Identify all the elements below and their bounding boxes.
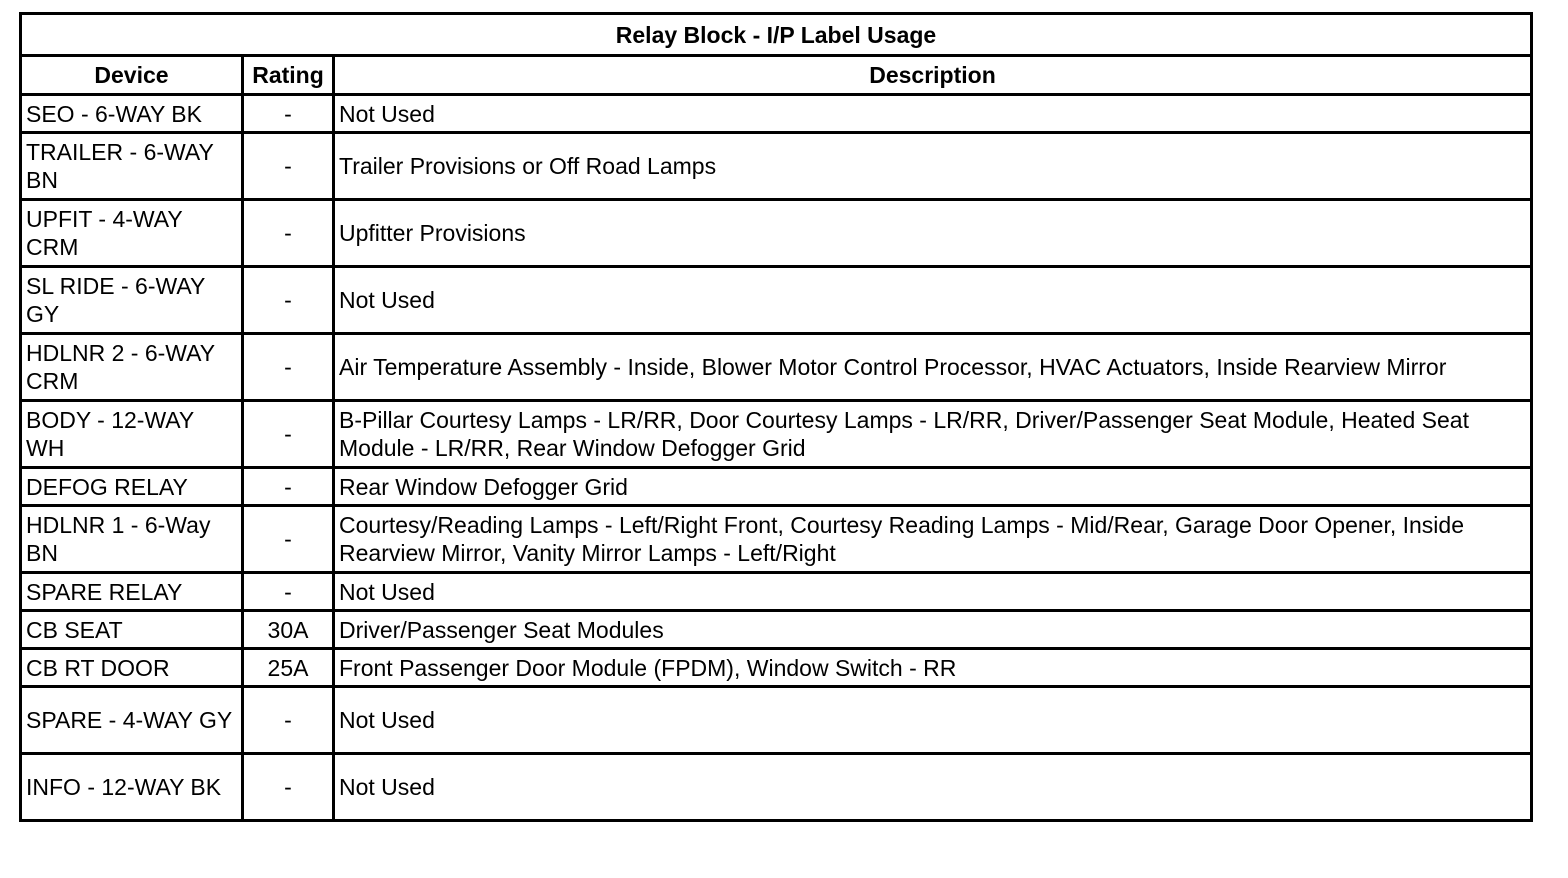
rating-cell: -: [243, 506, 334, 573]
relay-block-table: [19, 12, 1533, 822]
table-row: [21, 334, 1532, 401]
rating-cell: -: [243, 267, 334, 334]
table-row: [21, 687, 1532, 754]
device-cell: INFO - 12-WAY BK: [21, 754, 243, 821]
description-cell: Rear Window Defogger Grid: [334, 468, 1532, 506]
table-row: [21, 133, 1532, 200]
table-row: [21, 95, 1532, 133]
table-row: [21, 267, 1532, 334]
device-cell: HDLNR 2 - 6-WAY CRM: [21, 334, 243, 401]
rating-cell: -: [243, 401, 334, 468]
table-row: [21, 754, 1532, 821]
device-cell: CB RT DOOR: [21, 649, 243, 687]
description-cell: Not Used: [334, 95, 1532, 133]
table-row: [21, 649, 1532, 687]
description-cell: Not Used: [334, 573, 1532, 611]
rating-cell: -: [243, 95, 334, 133]
device-cell: SPARE - 4-WAY GY: [21, 687, 243, 754]
table-row: [21, 200, 1532, 267]
device-cell: HDLNR 1 - 6-Way BN: [21, 506, 243, 573]
rating-cell: 30A: [243, 611, 334, 649]
rating-cell: 25A: [243, 649, 334, 687]
description-cell: Driver/Passenger Seat Modules: [334, 611, 1532, 649]
device-cell: TRAILER - 6-WAY BN: [21, 133, 243, 200]
rating-cell: -: [243, 200, 334, 267]
rating-cell: -: [243, 334, 334, 401]
description-cell: Trailer Provisions or Off Road Lamps: [334, 133, 1532, 200]
device-cell: SPARE RELAY: [21, 573, 243, 611]
description-cell: Air Temperature Assembly - Inside, Blower Motor Control Processor, HVAC Actuators, Inside Rearview Mirror: [334, 334, 1532, 401]
table-row: [21, 573, 1532, 611]
table-row: [21, 401, 1532, 468]
column-header-rating: Rating: [243, 56, 334, 95]
column-header-device: Device: [21, 56, 243, 95]
table-header-row: [21, 56, 1532, 95]
table-row: [21, 611, 1532, 649]
description-cell: Courtesy/Reading Lamps - Left/Right Front, Courtesy Reading Lamps - Mid/Rear, Garage Door Opener, Inside Rearview Mirror, Vanity Mirror Lamps - Left/Right: [334, 506, 1532, 573]
device-cell: SL RIDE - 6-WAY GY: [21, 267, 243, 334]
device-cell: SEO - 6-WAY BK: [21, 95, 243, 133]
device-cell: DEFOG RELAY: [21, 468, 243, 506]
description-cell: Not Used: [334, 754, 1532, 821]
description-cell: Not Used: [334, 687, 1532, 754]
description-cell: Upfitter Provisions: [334, 200, 1532, 267]
description-cell: B-Pillar Courtesy Lamps - LR/RR, Door Courtesy Lamps - LR/RR, Driver/Passenger Seat Module, Heated Seat Module - LR/RR, Rear Window Defogger Grid: [334, 401, 1532, 468]
rating-cell: -: [243, 468, 334, 506]
device-cell: CB SEAT: [21, 611, 243, 649]
device-cell: UPFIT - 4-WAY CRM: [21, 200, 243, 267]
rating-cell: -: [243, 687, 334, 754]
rating-cell: -: [243, 754, 334, 821]
table-row: [21, 506, 1532, 573]
column-header-description: Description: [334, 56, 1532, 95]
table-title-row: [21, 14, 1532, 56]
rating-cell: -: [243, 573, 334, 611]
device-cell: BODY - 12-WAY WH: [21, 401, 243, 468]
description-cell: Not Used: [334, 267, 1532, 334]
rating-cell: -: [243, 133, 334, 200]
table-row: [21, 468, 1532, 506]
table-title: Relay Block - I/P Label Usage: [21, 14, 1532, 56]
description-cell: Front Passenger Door Module (FPDM), Window Switch - RR: [334, 649, 1532, 687]
